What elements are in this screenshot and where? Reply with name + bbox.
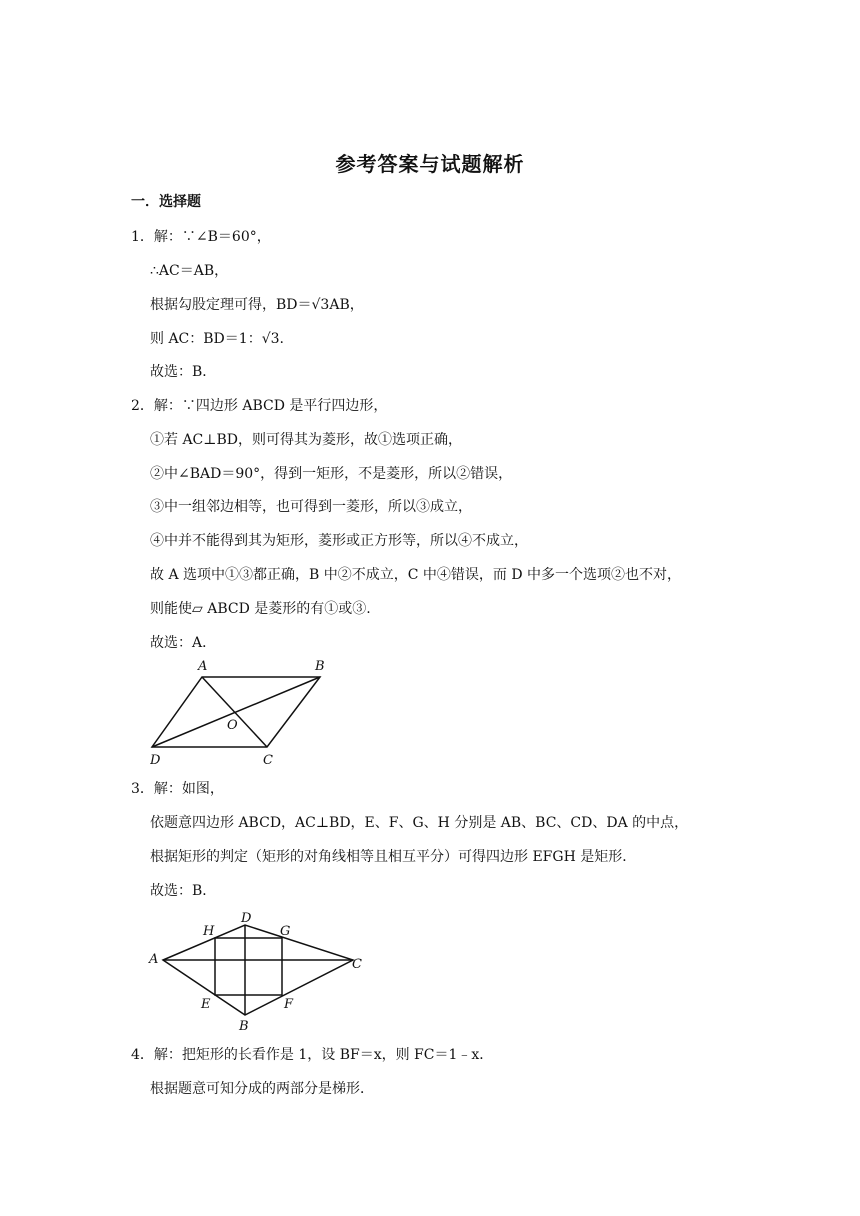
q2-line-3: ②中∠BAD＝90°，得到一矩形，不是菱形，所以②错误， <box>150 466 513 482</box>
vertex-label: B <box>315 659 325 674</box>
q3-line-4: 故选：B． <box>150 883 217 899</box>
vertex-label: B <box>239 1019 249 1034</box>
q2-line-1: 2．解：∵四边形 ABCD 是平行四边形， <box>131 398 388 414</box>
section-heading: 一．选择题 <box>131 194 201 210</box>
q1-line-2: ∴AC＝AB， <box>150 263 229 279</box>
vertex-label: A <box>198 659 208 674</box>
vertex-label: C <box>263 753 273 768</box>
q4-line-2: 根据题意可知分成的两部分是梯形． <box>150 1081 374 1097</box>
q2-line-7: 则能使▱ ABCD 是菱形的有①或③. <box>150 601 371 617</box>
q1-line-4: 则 AC：BD＝1：√3. <box>150 331 284 347</box>
vertex-label: D <box>150 753 161 768</box>
vertex-label: E <box>201 997 211 1012</box>
rectangle-efgh-figure <box>145 905 370 1035</box>
q1-line-3: 根据勾股定理可得，BD＝√3AB， <box>150 297 364 313</box>
vertex-label: O <box>227 718 238 733</box>
vertex-label: C <box>352 957 362 972</box>
q4-line-1: 4．解：把矩形的长看作是 1，设 BF＝x，则 FC＝1﹣x． <box>131 1047 494 1063</box>
vertex-label: G <box>280 924 291 939</box>
vertex-label: D <box>241 911 252 926</box>
q2-line-8: 故选：A． <box>150 635 217 651</box>
q2-line-6: 故 A 选项中①③都正确，B 中②不成立，C 中④错误，而 D 中多一个选项②也不对， <box>150 567 682 583</box>
q2-line-4: ③中一组邻边相等，也可得到一菱形，所以③成立， <box>150 499 472 515</box>
page-title: 参考答案与试题解析 <box>335 152 525 176</box>
q3-line-1: 3．解：如图， <box>131 781 224 797</box>
q1-line-1: 1．解：∵∠B＝60°， <box>131 229 271 245</box>
q1-line-5: 故选：B． <box>150 364 217 380</box>
q3-line-3: 根据矩形的判定（矩形的对角线相等且相互平分）可得四边形 EFGH 是矩形． <box>150 849 637 865</box>
vertex-label: H <box>203 924 215 939</box>
q3-line-2: 依题意四边形 ABCD，AC⊥BD，E、F、G、H 分别是 AB、BC、CD、DA 的中点， <box>150 815 689 831</box>
vertex-label: A <box>149 952 159 967</box>
q2-line-2: ①若 AC⊥BD，则可得其为菱形，故①选项正确， <box>150 432 462 448</box>
q2-line-5: ④中并不能得到其为矩形，菱形或正方形等，所以④不成立， <box>150 533 528 549</box>
vertex-label: F <box>284 997 294 1012</box>
parallelogram-figure <box>150 655 330 770</box>
